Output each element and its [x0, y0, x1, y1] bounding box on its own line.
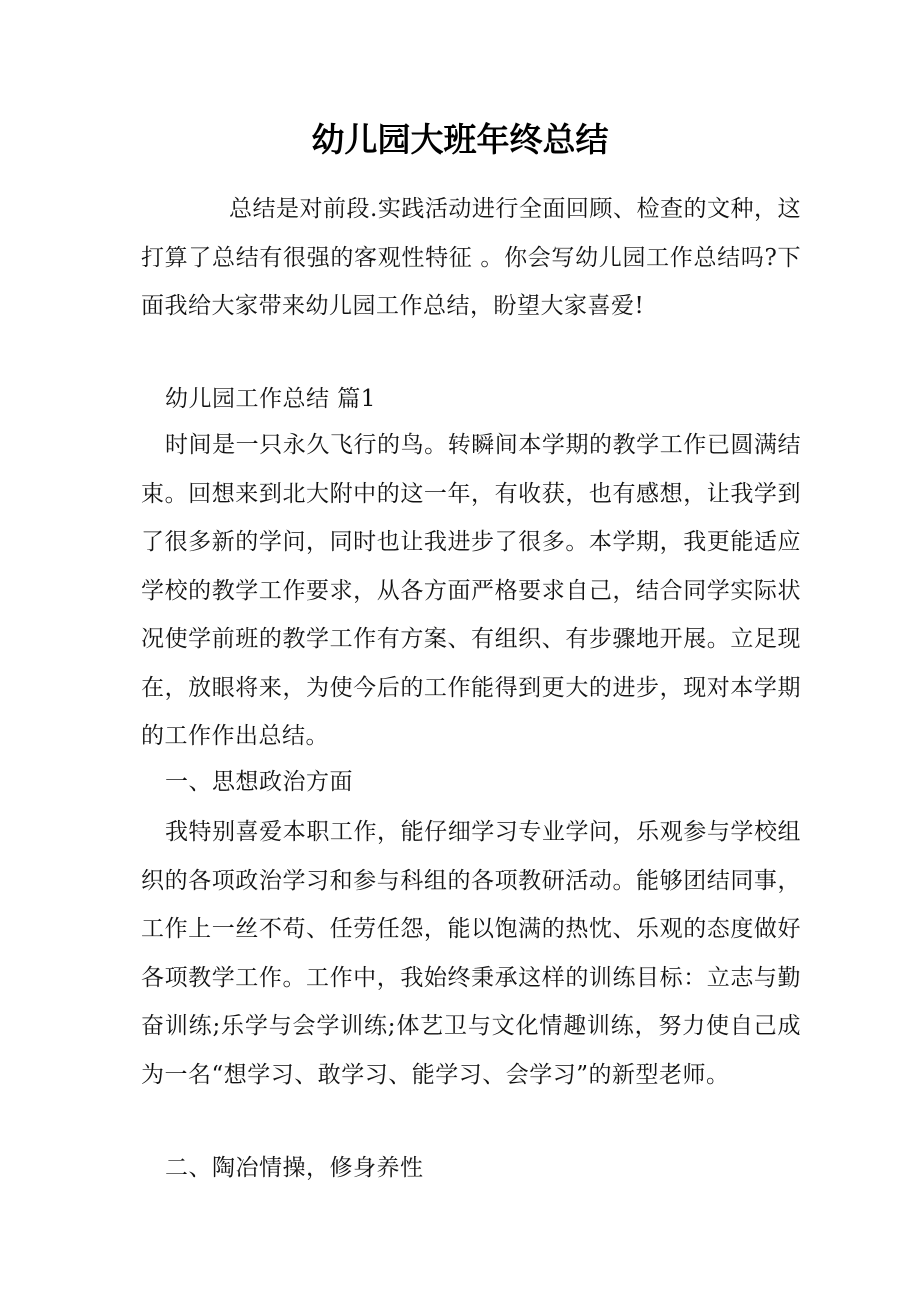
body-paragraph-2: 我特别喜爱本职工作，能仔细学习专业学问，乐观参与学校组织的各项政治学习和参与科组的各项教研活动。能够团结同事，工作上一丝不苟、任劳任怨，能以饱满的热忱、乐观的态度做好各项教学工作。工作中，我始终秉承这样的训练目标：立志与勤奋训练;乐学与会学训练;体艺卫与文化情趣训练，努力使自己成为一名“想学习、敢学习、能学习、会学习”的新型老师。	[141, 819, 801, 1088]
subheading-1: 一、思想政治方面	[165, 769, 353, 795]
document-title: 幼儿园大班年终总结	[311, 120, 609, 159]
body-paragraph-1: 时间是一只永久飞行的鸟。转瞬间本学期的教学工作已圆满结束。回想来到北大附中的这一年，有收获，也有感想，让我学到了很多新的学问，同时也让我进步了很多。本学期，我更能适应学校的教学工作要求，从各方面严格要求自己，结合同学实际状况使学前班的教学工作有方案、有组织、有步骤地开展。立足现在，放眼将来，为使今后的工作能得到更大的进步，现对本学期的工作作出总结。	[141, 432, 801, 749]
section-heading: 幼儿园工作总结 篇1	[165, 386, 376, 412]
subheading-2: 二、陶冶情操，修身养性	[165, 1155, 424, 1181]
intro-paragraph: 总结是对前段.实践活动进行全面回顾、检查的文种，这打算了总结有很强的客观性特征 。你会写幼儿园工作总结吗?下面我给大家带来幼儿园工作总结，盼望大家喜爱!	[141, 196, 801, 319]
